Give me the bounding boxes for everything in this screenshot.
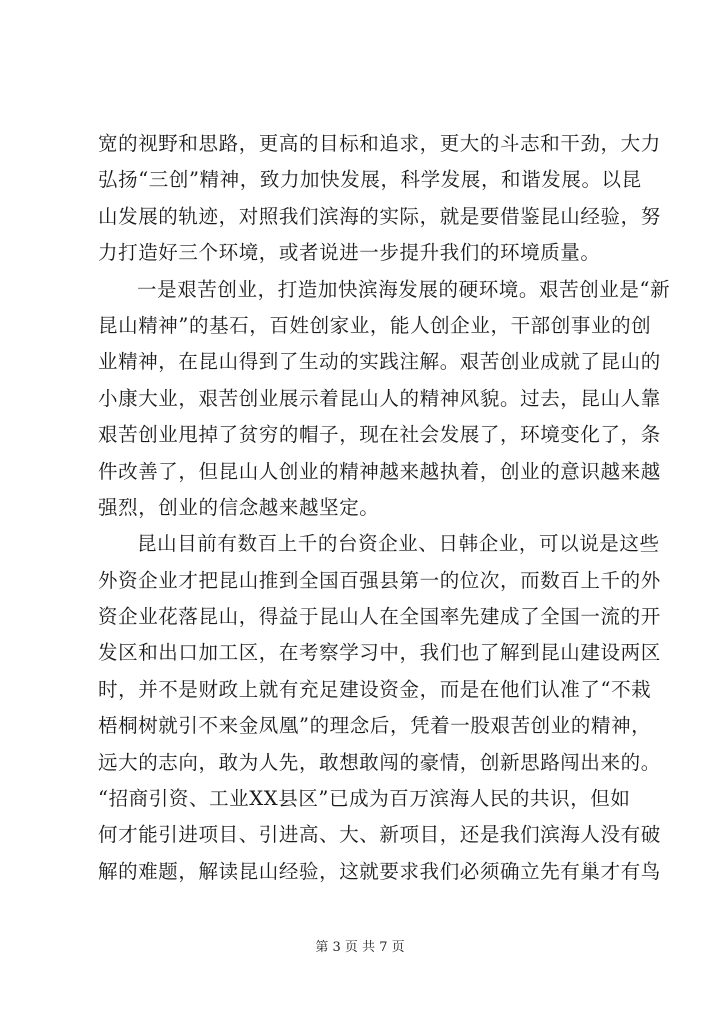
text-line: 何才能引进项目、引进高、大、新项目，还是我们滨海人没有破 — [98, 823, 661, 847]
text-line: “招商引资、工业XX县区”已成为百万滨海人民的共识，但如 — [98, 787, 631, 811]
text-line: 时，并不是财政上就有充足建设资金，而是在他们认准了“不栽 — [98, 677, 652, 701]
text-line: 远大的志向，敢为人先，敢想敢闯的豪情，创新思路闯出来的。 — [98, 750, 661, 774]
paragraph-start-line: 一是艰苦创业，打造加快滨海发展的硬环境。艰苦创业是“新 — [137, 277, 671, 301]
text-line: 外资企业才把昆山推到全国百强县第一的位次，而数百上千的外 — [98, 568, 661, 592]
body-text — [98, 126, 671, 890]
text-line: 件改善了，但昆山人创业的精神越来越执着，创业的意识越来越 — [98, 459, 661, 483]
text-line: 梧桐树就引不来金凤凰”的理念后，凭着一股艰苦创业的精神， — [98, 714, 652, 738]
text-line: 力打造好三个环境，或者说进一步提升我们的环境质量。 — [98, 241, 601, 265]
text-line: 解的难题，解读昆山经验，这就要求我们必须确立先有巢才有鸟 — [98, 859, 661, 883]
text-line: 业精神，在昆山得到了生动的实践注解。艰苦创业成就了昆山的 — [98, 350, 661, 374]
page-number-footer: 第 3 页 共 7 页 — [315, 940, 405, 955]
text-line: 山发展的轨迹，对照我们滨海的实际，就是要借鉴昆山经验，努 — [98, 204, 661, 228]
text-line: 资企业花落昆山，得益于昆山人在全国率先建成了全国一流的开 — [98, 605, 661, 629]
text-line: 弘扬“三创”精神，致力加快发展，科学发展，和谐发展。以昆 — [98, 168, 642, 192]
text-line: 艰苦创业甩掉了贫穷的帽子，现在社会发展了，环境变化了，条 — [98, 423, 661, 447]
text-line: 小康大业，艰苦创业展示着昆山人的精神风貌。过去，昆山人靠 — [98, 386, 661, 410]
text-line: 强烈，创业的信念越来越坚定。 — [98, 495, 380, 519]
text-line: 昆山精神”的基石，百姓创家业，能人创企业，干部创事业的创 — [98, 313, 652, 337]
text-line: 宽的视野和思路，更高的目标和追求，更大的斗志和干劲，大力 — [98, 132, 661, 155]
paragraph-start-line: 昆山目前有数百上千的台资企业、日韩企业，可以说是这些 — [137, 532, 660, 556]
text-line: 发区和出口加工区，在考察学习中，我们也了解到昆山建设两区 — [98, 641, 661, 665]
